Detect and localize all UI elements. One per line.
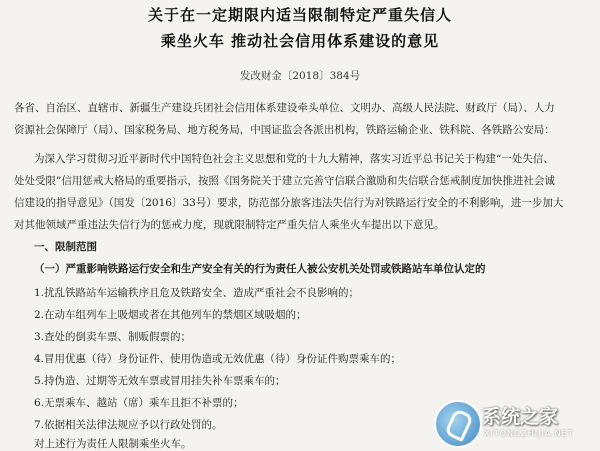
intro-line-1: 为深入学习贯彻习近平新时代中国特色社会主义思想和党的十九大精神，落实习近平总书记关于构建“一处失信、: [34, 153, 554, 165]
intro-line-4: 对其他领域严重违法失信行为的惩戒力度，现就限制特定严重失信人乘坐火车提出以下意见。: [14, 219, 445, 231]
list-item: 3.查处的倒卖车票、制贩假票的；: [34, 331, 192, 343]
list-item: 1.扰乱铁路站车运输秩序且危及铁路安全、造成严重社会不良影响的；: [34, 287, 360, 299]
addressee-line-1: 各省、自治区、直辖市、新疆生产建设兵团社会信用体系建设牵头单位、文明办、高级人民法院、财政厅（局）、人力: [14, 102, 555, 114]
watermark-text: 系统之家: [482, 406, 559, 428]
section-heading: 一、限制范围: [34, 241, 97, 253]
list-item: 4.冒用优惠（待）身份证件、使用伪造或无效优惠（待）身份证件购票乘车的；: [34, 353, 402, 365]
document-title-line-2: 乘坐火车 推动社会信用体系建设的意见: [160, 32, 440, 50]
list-item: 5.持伪造、过期等无效车票或冒用挂失补车票乘车的；: [34, 375, 286, 387]
watermark-subtext: XITONGZHIJIA.NET: [484, 429, 574, 438]
list-item: 2.在动车组列车上吸烟或者在其他列车的禁烟区域吸烟的；: [34, 309, 307, 321]
intro-line-2: 处处受限”信用惩戒大格局的重要指示，按照《国务院关于建立完善守信联合激励和失信联合惩戒制度加快推进社会诚: [14, 175, 555, 187]
list-item: 7.依据相关法律法规应予以行政处罚的。: [34, 419, 223, 431]
document-title-line-1: 关于在一定期限内适当限制特定严重失信人: [147, 6, 452, 24]
site-watermark: [434, 400, 594, 444]
document-number: 发改财金〔2018〕384号: [239, 70, 361, 82]
intro-line-3: 信建设的指导意见》（国发〔2016〕33号）要求，防范部分旅客违法失信行为对铁路运行安全的不利影响，进一步加大: [14, 197, 564, 209]
closing-line: 对上述行为责任人限制乘坐火车。: [34, 438, 192, 450]
leaf-logo-icon: [434, 400, 482, 448]
subsection-heading: （一）严重影响铁路运行安全和生产安全有关的行为责任人被公安机关处罚或铁路站车单位认定的: [34, 263, 486, 275]
addressee-line-2: 资源社会保障厅（局）、国家税务局、地方税务局，中国证监会各派出机构，铁路运输企业、铁科院、各铁路公安局：: [14, 124, 555, 136]
list-item: 6.无票乘车、越站（席）乘车且拒不补票的；: [34, 397, 244, 409]
